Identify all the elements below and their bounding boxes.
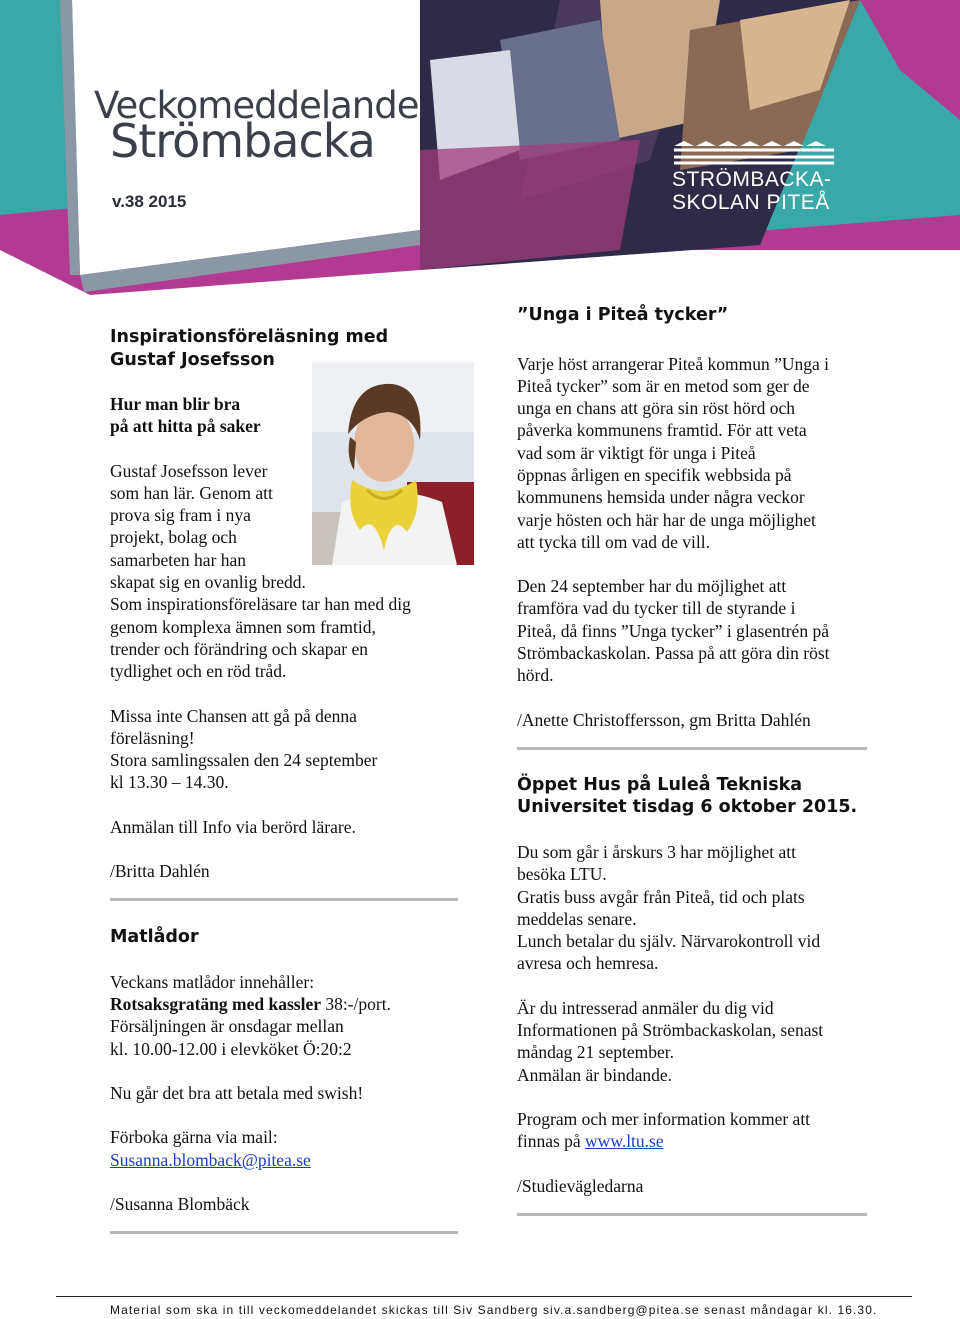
ltu-link[interactable]: www.ltu.se — [585, 1131, 664, 1152]
ltu-title-line1: Öppet Hus på Luleå Tekniska — [517, 774, 803, 795]
youth-article-title: ”Unga i Piteå tycker” — [517, 305, 729, 325]
lunchbox-sales-line1: Försäljningen är onsdagar mellan — [110, 1016, 344, 1037]
ltu-signature: /Studievägledarna — [517, 1175, 644, 1196]
body-line: Varje höst arrangerar Piteå kommun ”Unga i — [517, 353, 829, 374]
ltu-paragraph1 — [517, 841, 877, 975]
lecture-signature: /Britta Dahlén — [110, 861, 210, 882]
lunchbox-price: 38:-/port. — [320, 994, 391, 1015]
prebook-text: Förboka gärna via mail: — [110, 1127, 278, 1148]
program-link-line — [517, 1130, 877, 1152]
body-line: avresa och hemresa. — [517, 953, 659, 974]
speaker-photo-illustration — [312, 362, 474, 565]
body-line: besöka LTU. — [517, 864, 607, 885]
youth-signature: /Anette Christoffersson, gm Britta Dahlén — [517, 709, 811, 730]
body-line: Är du intresserad anmäler du dig vid — [517, 997, 774, 1018]
body-line: som han lär. Genom att — [110, 482, 273, 503]
body-line: hörd. — [517, 665, 554, 686]
lecture-title: Inspirationsföreläsning med Gustaf Josefsson — [110, 327, 389, 370]
newsletter-title-line1: Veckomeddelande — [94, 84, 419, 127]
youth-paragraph2 — [517, 575, 877, 686]
week-label: v.38 2015 — [112, 192, 187, 211]
body-line: tydlighet och en röd tråd. — [110, 661, 287, 682]
email-link[interactable]: Susanna.blomback@pitea.se — [110, 1149, 311, 1170]
lunchbox-intro: Veckans matlådor innehåller: — [110, 971, 315, 992]
body-line: Strömbackaskolan. Passa på att göra din röst — [517, 643, 830, 664]
body-line: Informationen på Strömbackaskolan, senast — [517, 1020, 824, 1041]
body-line: måndag 21 september. — [517, 1042, 674, 1063]
lecture-time: kl 13.30 – 14.30. — [110, 772, 229, 793]
speaker-photo — [312, 362, 474, 565]
swish-text: Nu går det bra att betala med swish! — [110, 1083, 364, 1104]
right-column — [517, 304, 877, 1216]
miss-text-line2: föreläsning! — [110, 727, 195, 748]
body-line: öppnas årligen en specifik webbsida på — [517, 464, 792, 485]
body-line: framföra vad du tycker till de styrande i — [517, 598, 796, 619]
school-logo-text — [672, 168, 832, 214]
body-line: projekt, bolag och — [110, 527, 237, 548]
program-text: Program och mer information kommer att — [517, 1108, 811, 1129]
lunchbox-sales-line2: kl. 10.00-12.00 i elevköket Ö:20:2 — [110, 1038, 352, 1059]
ltu-title-line2: Universitet tisdag 6 oktober 2015. — [517, 797, 858, 818]
lunchbox-signature: /Susanna Blombäck — [110, 1193, 250, 1214]
ltu-paragraph2 — [517, 997, 877, 1086]
body-line: kommunens hemsida under några veckor — [517, 487, 805, 508]
newsletter-title-line2: Strömbacka — [110, 114, 375, 168]
body-line: meddelas senare. — [517, 908, 637, 929]
body-line: unga en chans att göra sin röst hörd och — [517, 398, 795, 419]
footer-divider — [56, 1296, 912, 1297]
body-line: Gustaf Josefsson lever — [110, 460, 268, 481]
lecture-location: Stora samlingssalen den 24 september — [110, 750, 378, 771]
program-prefix: finnas på — [517, 1131, 586, 1152]
body-line: Piteå tycker” som är en metod som ger de — [517, 375, 810, 396]
body-line: varje hösten och här har de unga möjlighet — [517, 509, 816, 530]
body-line: genom komplexa ämnen som framtid, — [110, 616, 376, 637]
body-line: att tycka till om vad de vill. — [517, 531, 710, 552]
body-line: Piteå, då finns ”Unga tycker” i glasentrén på — [517, 620, 829, 641]
school-name-line1: STRÖMBACKA- — [672, 168, 832, 191]
body-line: trender och förändring och skapar en — [110, 638, 369, 659]
body-line: Du som går i årskurs 3 har möjlighet att — [517, 841, 796, 862]
lunchbox-dish-line — [110, 993, 470, 1015]
body-line: vad som är viktigt för unga i Piteå — [517, 442, 756, 463]
lunchbox-dish: Rotsaksgratäng med kassler — [110, 994, 321, 1015]
body-line: påverka kommunens framtid. För att veta — [517, 420, 807, 441]
body-line: Gratis buss avgår från Piteå, tid och plats — [517, 886, 805, 907]
body-line: Som inspirationsföreläsare tar han med dig — [110, 594, 411, 615]
header-banner — [0, 0, 960, 300]
school-name-line2: SKOLAN PITEÅ — [672, 191, 830, 214]
footer-text: Material som ska in till veckomeddelandet skickas till Siv Sandberg siv.a.sandberg@pitea.se senast måndagar kl. 16.30. — [110, 1303, 878, 1317]
divider — [517, 1213, 867, 1216]
body-line: Den 24 september har du möjlighet att — [517, 576, 787, 597]
youth-paragraph1 — [517, 353, 877, 554]
lecture-subtitle-line1: Hur man blir bra — [110, 394, 241, 414]
body-line: Lunch betalar du själv. Närvarokontroll vid — [517, 931, 821, 952]
lecture-subtitle-line2: på att hitta på saker — [110, 416, 261, 437]
body-line: Anmälan är bindande. — [517, 1064, 673, 1085]
body-line: samarbeten har han — [110, 549, 247, 570]
miss-text-line1: Missa inte Chansen att gå på denna — [110, 705, 357, 726]
body-line: skapat sig en ovanlig bredd. — [110, 572, 306, 593]
body-line: prova sig fram i nya — [110, 505, 251, 526]
divider — [110, 1231, 458, 1234]
signup-text: Anmälan till Info via berörd lärare. — [110, 816, 356, 837]
lunchbox-title: Matlådor — [110, 927, 199, 948]
ltu-title — [517, 774, 877, 819]
